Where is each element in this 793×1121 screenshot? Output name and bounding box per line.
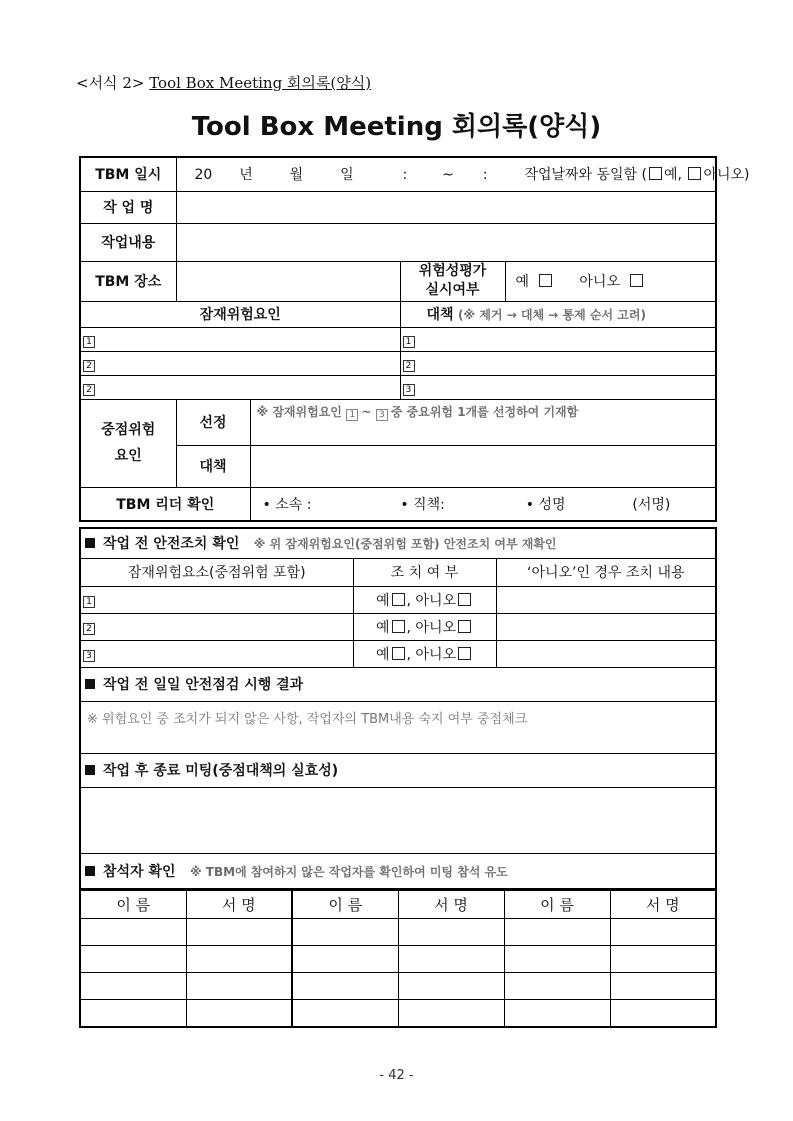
attendee-cell[interactable] — [610, 919, 716, 946]
attendee-cell[interactable] — [186, 1000, 292, 1027]
safety-check-heading — [80, 528, 716, 558]
measure-row-2-number: 2 — [403, 360, 415, 372]
hazard-row-1[interactable] — [80, 327, 400, 351]
attendee-cell[interactable] — [398, 1000, 504, 1027]
hazard-row-2-number: 2 — [83, 360, 95, 372]
measure-header — [400, 301, 716, 327]
attendee-cell[interactable] — [398, 946, 504, 973]
leader-confirm-field[interactable] — [250, 487, 716, 521]
attendee-cell[interactable] — [610, 973, 716, 1000]
risk-eval-options — [505, 261, 716, 301]
safety-row-2-yes: 예 — [375, 619, 390, 636]
col-hazard-header: 잠재위험요소(중점위험 포함) — [80, 558, 353, 586]
risk-eval-yes-label: 예 — [515, 274, 530, 290]
measure-row-1-number: 1 — [403, 336, 415, 348]
section-bullet-icon — [85, 538, 95, 548]
key-risk-label — [80, 399, 176, 487]
safety-row-3-yes: 예 — [375, 646, 390, 663]
tbm-date-label: TBM 일시 — [80, 157, 176, 191]
attendee-cell[interactable] — [292, 1000, 398, 1027]
risk-eval-label-text: 위험성평가 실시여부 — [418, 263, 487, 298]
attendee-cell[interactable] — [292, 919, 398, 946]
measure-header-label: 대책 — [426, 307, 454, 323]
attendee-cell[interactable] — [80, 973, 186, 1000]
date-year-prefix: 20 — [194, 167, 213, 184]
time-end-colon: : — [482, 167, 488, 184]
attendee-cell[interactable] — [186, 973, 292, 1000]
safety-row-3-no: 아니오 — [415, 646, 456, 663]
key-risk-label-line1: 중점위험 — [101, 422, 156, 438]
safety-row-3-hazard[interactable] — [80, 640, 353, 667]
select-note-tilde: ~ — [361, 404, 372, 419]
safety-row-3-yes-checkbox[interactable] — [392, 647, 405, 660]
date-month-unit: 월 — [289, 167, 304, 184]
attendee-row — [80, 1000, 716, 1027]
same-date-no-label: 아니오) — [703, 167, 750, 184]
attendee-heading — [80, 853, 716, 889]
attendee-row — [80, 919, 716, 946]
measure-row-3-number: 3 — [403, 384, 415, 396]
select-note-box2: 3 — [376, 409, 388, 421]
col-action-content-header: ‘아니오’인 경우 조치 내용 — [496, 558, 716, 586]
safety-row-1-yes: 예 — [375, 592, 390, 609]
attendee-cell[interactable] — [504, 973, 610, 1000]
attendee-cell[interactable] — [398, 919, 504, 946]
risk-eval-no-label: 아니오 — [579, 274, 620, 290]
hazard-row-3[interactable] — [80, 375, 400, 399]
attendee-note: ※ TBM에 참여하지 않은 작업자를 확인하여 미팅 참석 유도 — [189, 864, 508, 879]
select-note-part2: 중 중요위험 1개를 선정하여 기재함 — [390, 404, 579, 419]
safety-check-title: 작업 전 안전조치 확인 — [103, 536, 240, 553]
key-risk-label-line2: 요인 — [114, 448, 142, 464]
risk-eval-no-checkbox[interactable] — [630, 274, 643, 287]
attendee-row — [80, 946, 716, 973]
leader-confirm-label: TBM 리더 확인 — [80, 487, 250, 521]
post-meeting-heading — [80, 753, 716, 787]
hazard-row-1-number: 1 — [83, 336, 95, 348]
select-note-box1: 1 — [346, 409, 358, 421]
same-date-text: 작업날짜와 동일함 ( — [524, 167, 647, 184]
select-label: 선정 — [176, 399, 250, 445]
page-title: Tool Box Meeting 회의록(양식) — [191, 112, 602, 142]
section-bullet-icon — [85, 866, 95, 876]
job-name-field[interactable] — [176, 191, 716, 223]
job-name-label: 작 업 명 — [80, 191, 176, 223]
safety-row-1-no-checkbox[interactable] — [458, 593, 471, 606]
same-date-yes-checkbox[interactable] — [649, 167, 662, 180]
safety-row-2-yes-checkbox[interactable] — [392, 620, 405, 633]
safety-row-3-status: 예 , 아니오 — [353, 640, 496, 667]
attendee-col-name-1: 이 름 — [80, 891, 186, 919]
safety-row-2-status: 예 , 아니오 — [353, 613, 496, 640]
job-content-label: 작업내용 — [80, 223, 176, 261]
attendee-col-sign-1: 서 명 — [186, 891, 292, 919]
leader-position: • 직책: — [400, 496, 445, 513]
form-label: <서식 2> — [76, 74, 145, 92]
time-range-tilde: ~ — [442, 167, 454, 184]
safety-row-3-no-checkbox[interactable] — [458, 647, 471, 660]
section-bullet-icon — [85, 765, 95, 775]
select-field[interactable] — [250, 399, 716, 445]
page-number: - 42 - — [379, 1068, 414, 1083]
safety-check-table — [79, 527, 717, 890]
attendee-row — [80, 973, 716, 1000]
job-content-field[interactable] — [176, 223, 716, 261]
date-year-unit: 년 — [239, 167, 253, 184]
attendee-cell[interactable] — [80, 919, 186, 946]
key-measure-field[interactable] — [250, 445, 716, 487]
leader-name: • 성명 — [525, 496, 566, 513]
post-meeting-field[interactable] — [80, 787, 716, 853]
post-meeting-title: 작업 후 종료 미팅(중점대책의 실효성) — [103, 763, 339, 779]
safety-row-2-hazard[interactable] — [80, 613, 353, 640]
attendee-cell[interactable] — [504, 946, 610, 973]
same-date-no-checkbox[interactable] — [688, 167, 701, 180]
section-bullet-icon — [85, 679, 95, 689]
daily-check-note: ※ 위험요인 중 조치가 되지 않은 사항, 작업자의 TBM내용 숙지 여부 중점체크 — [87, 711, 528, 727]
hazard-row-3-number: 2 — [83, 384, 95, 396]
tbm-place-label: TBM 장소 — [80, 261, 176, 301]
daily-check-heading — [80, 667, 716, 701]
same-date-yes-label: 예, — [664, 167, 682, 184]
safety-row-1-number: 1 — [83, 596, 95, 608]
col-action-status-header: 조 치 여 부 — [353, 558, 496, 586]
hazard-row-2[interactable] — [80, 351, 400, 375]
attendee-cell[interactable] — [186, 919, 292, 946]
leader-signature: (서명) — [632, 496, 671, 513]
form-caption-title: Tool Box Meeting 회의록(양식) — [149, 74, 372, 92]
daily-check-field[interactable] — [80, 701, 716, 753]
attendee-title: 참석자 확인 — [103, 863, 176, 880]
safety-row-1-hazard[interactable] — [80, 586, 353, 613]
measure-row-3[interactable] — [400, 375, 716, 399]
time-start-colon: : — [402, 167, 408, 184]
attendee-table — [79, 890, 717, 1028]
safety-row-1-content[interactable] — [496, 586, 716, 613]
hazard-header: 잠재위험요인 — [80, 301, 400, 327]
attendee-cell[interactable] — [186, 946, 292, 973]
safety-row-2-no-checkbox[interactable] — [458, 620, 471, 633]
tbm-place-field[interactable] — [176, 261, 400, 301]
select-note-part1: ※ 잠재위험요인 — [256, 404, 342, 419]
attendee-cell[interactable] — [80, 1000, 186, 1027]
form-caption — [76, 72, 371, 93]
tbm-info-table — [79, 156, 750, 522]
safety-row-3-content[interactable] — [496, 640, 716, 667]
date-day-unit: 일 — [340, 167, 354, 184]
attendee-col-sign-3: 서 명 — [610, 891, 716, 919]
safety-row-2-number: 2 — [83, 623, 95, 635]
measure-row-1[interactable] — [400, 327, 716, 351]
attendee-cell[interactable] — [504, 1000, 610, 1027]
attendee-cell[interactable] — [292, 973, 398, 1000]
attendee-cell[interactable] — [610, 946, 716, 973]
daily-check-title: 작업 전 일일 안전점검 시행 결과 — [103, 677, 304, 693]
safety-row-3-number: 3 — [83, 650, 95, 662]
attendee-cell[interactable] — [292, 946, 398, 973]
attendee-col-name-3: 이 름 — [504, 891, 610, 919]
safety-row-1-status: 예 , 아니오 — [353, 586, 496, 613]
attendee-cell[interactable] — [610, 1000, 716, 1027]
attendee-cell[interactable] — [504, 919, 610, 946]
safety-row-1-no: 아니오 — [415, 592, 456, 609]
safety-row-1-yes-checkbox[interactable] — [392, 593, 405, 606]
attendee-col-name-2: 이 름 — [292, 891, 398, 919]
risk-eval-label — [400, 261, 505, 301]
attendee-col-sign-2: 서 명 — [398, 891, 504, 919]
attendee-cell[interactable] — [80, 946, 186, 973]
leader-affiliation: • 소속 : — [262, 496, 312, 513]
measure-row-2[interactable] — [400, 351, 716, 375]
safety-row-2-no: 아니오 — [415, 619, 456, 636]
safety-check-note: ※ 위 잠재위험요인(중점위험 포함) 안전조치 여부 재확인 — [253, 537, 557, 552]
key-measure-label: 대책 — [176, 445, 250, 487]
safety-row-2-content[interactable] — [496, 613, 716, 640]
risk-eval-yes-checkbox[interactable] — [539, 274, 552, 287]
measure-order-note: (※ 제거 → 대체 → 통제 순서 고려) — [458, 308, 646, 322]
attendee-cell[interactable] — [398, 973, 504, 1000]
tbm-date-field[interactable] — [176, 157, 750, 191]
